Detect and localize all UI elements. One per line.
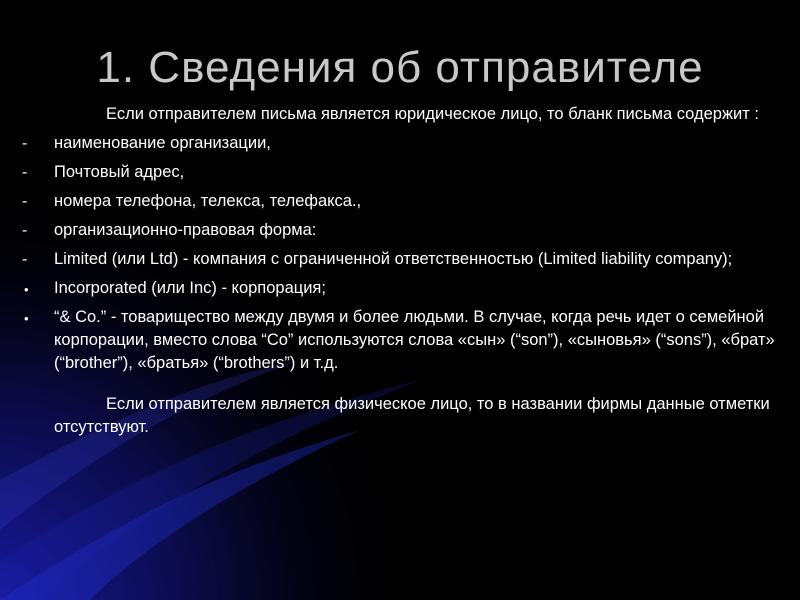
slide-title: 1. Сведения об отправителе [96, 43, 704, 92]
list-item-text: наименование организации, [54, 134, 271, 152]
list-item [22, 277, 792, 300]
dash-bullet: - [22, 193, 28, 210]
dot-bullet: • [24, 282, 29, 297]
slide-body [22, 103, 792, 445]
list-item [22, 219, 792, 242]
dash-bullet: - [22, 251, 28, 268]
list-item [22, 306, 792, 375]
list-item [22, 132, 792, 155]
dash-bullet: - [22, 222, 28, 239]
dot-bullet: • [24, 311, 29, 326]
closing-paragraph: Если отправителем является физическое лицо, то в названии фирмы данные отметки отсутствуют. [54, 395, 770, 436]
list-item-text: “& Co.” - товарищество между двумя и более людьми. В случае, когда речь идет о семейной корпорации, вместо слова “Co” используются слова «сын» (“son”), «сыновья» (“sons”), «брат» (“brother”), «братья» (“brothers”) и т.д. [54, 308, 775, 372]
list-item [22, 190, 792, 213]
intro-paragraph: Если отправителем письма является юридическое лицо, то бланк письма содержит : [106, 105, 759, 123]
list-item [22, 248, 792, 271]
dash-bullet: - [22, 135, 28, 152]
list-item [22, 161, 792, 184]
list-item-text: Incorporated (или Inc) - корпорация; [54, 279, 326, 297]
list-item-text: Почтовый адрес, [54, 163, 185, 181]
list-item-text: номера телефона, телекса, телефакса., [54, 192, 362, 210]
list-item-text: Limited (или Ltd) - компания с ограниченной ответственностью (Limited liability company); [54, 250, 733, 268]
list-item-text: организационно-правовая форма: [54, 221, 317, 239]
dash-bullet: - [22, 164, 28, 181]
